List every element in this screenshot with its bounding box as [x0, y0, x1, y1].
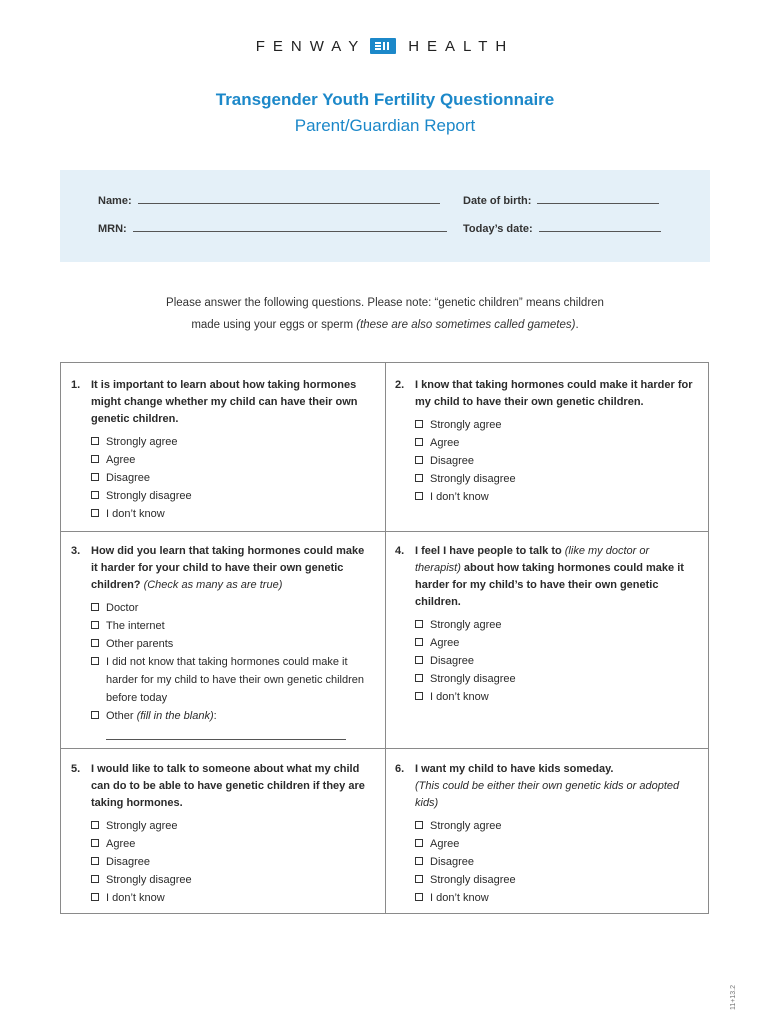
- question-5: [71, 761, 371, 907]
- question-note: (like my doctor or therapist): [415, 545, 650, 574]
- grid-divider-row-1: [61, 531, 708, 532]
- answer-option[interactable]: [91, 653, 371, 707]
- option-label: Agree: [430, 838, 460, 850]
- answer-option[interactable]: [91, 433, 371, 451]
- option-label: Strongly disagree: [430, 874, 516, 886]
- answer-option[interactable]: [415, 634, 695, 652]
- answer-option[interactable]: [415, 470, 695, 488]
- checkbox-icon[interactable]: [91, 437, 99, 445]
- question-1: [71, 377, 371, 523]
- option-label: Strongly agree: [430, 419, 502, 431]
- checkbox-icon[interactable]: [415, 638, 423, 646]
- mrn-field[interactable]: [98, 222, 447, 235]
- checkbox-icon[interactable]: [91, 839, 99, 847]
- question-4: [395, 543, 695, 706]
- instructions-period: .: [575, 319, 579, 331]
- answer-option[interactable]: [415, 670, 695, 688]
- answer-option[interactable]: [415, 652, 695, 670]
- question-number: 4.: [395, 545, 405, 557]
- answer-option[interactable]: [415, 416, 695, 434]
- fenway-logo-icon: [370, 38, 396, 54]
- question-note: (Check as many as are true): [143, 579, 283, 591]
- answer-option[interactable]: [415, 688, 695, 706]
- checkbox-icon[interactable]: [91, 711, 99, 719]
- instructions-line-2: [0, 314, 770, 336]
- question-number: 6.: [395, 763, 405, 775]
- answer-option[interactable]: [415, 871, 695, 889]
- today-date-field[interactable]: [463, 222, 661, 235]
- checkbox-icon[interactable]: [415, 857, 423, 865]
- checkbox-icon[interactable]: [415, 821, 423, 829]
- option-label: Strongly agree: [430, 820, 502, 832]
- logo-word-fenway: FENWAY: [255, 37, 367, 55]
- question-note: (This could be either their own genetic kids or adopted kids): [415, 780, 680, 809]
- question-text: [71, 377, 371, 428]
- answer-option[interactable]: [415, 434, 695, 452]
- checkbox-icon[interactable]: [415, 420, 423, 428]
- grid-divider-row-2: [61, 748, 708, 749]
- option-label: Disagree: [430, 856, 475, 868]
- option-label: Strongly agree: [430, 619, 502, 631]
- name-label: Name:: [98, 195, 132, 207]
- option-label: I don’t know: [430, 892, 489, 904]
- answer-option[interactable]: [91, 469, 371, 487]
- answer-option[interactable]: [415, 853, 695, 871]
- question-prompt: It is important to learn about how taking hormones might change whether my child can have their own genetic children.: [91, 379, 358, 425]
- question-prompt: I know that taking hormones could make it harder for my child to have their own genetic children.: [415, 379, 693, 408]
- option-colon: :: [213, 710, 217, 722]
- option-label: Doctor: [106, 602, 139, 614]
- checkbox-icon[interactable]: [91, 491, 99, 499]
- option-label: I did not know that taking hormones could make it harder for my child to have their own genetic children before today: [106, 656, 365, 704]
- checkbox-icon[interactable]: [415, 674, 423, 682]
- answer-options: [415, 817, 695, 907]
- question-prompt: How did you learn that taking hormones could make it harder for your child to have their own genetic children?: [91, 545, 365, 591]
- page-subtitle: Parent/Guardian Report: [294, 116, 476, 135]
- answer-option[interactable]: [91, 871, 371, 889]
- option-label: Other: [106, 710, 137, 722]
- question-prompt: I want my child to have kids someday.: [415, 763, 614, 775]
- page-title: Transgender Youth Fertility Questionnaire: [215, 90, 555, 109]
- option-label: Disagree: [106, 856, 151, 868]
- question-3: [71, 543, 371, 740]
- answer-option[interactable]: [91, 451, 371, 469]
- checkbox-icon[interactable]: [91, 621, 99, 629]
- option-label: I don’t know: [106, 892, 165, 904]
- answer-option[interactable]: [91, 835, 371, 853]
- answer-option[interactable]: [91, 853, 371, 871]
- checkbox-icon[interactable]: [415, 620, 423, 628]
- answer-options: [91, 433, 371, 523]
- option-label: Agree: [106, 838, 136, 850]
- question-prompt: I feel I have people to talk to: [415, 545, 565, 557]
- checkbox-icon[interactable]: [415, 656, 423, 664]
- checkbox-icon[interactable]: [91, 893, 99, 901]
- instructions-line-1: Please answer the following questions. Please note: “genetic children” means children: [166, 297, 604, 309]
- option-label: Strongly disagree: [106, 490, 192, 502]
- answer-option[interactable]: [91, 599, 371, 617]
- checkbox-icon[interactable]: [91, 509, 99, 517]
- name-blank[interactable]: [138, 194, 440, 204]
- dob-blank[interactable]: [537, 194, 659, 204]
- answer-option[interactable]: [91, 889, 371, 907]
- option-label: I don’t know: [430, 691, 489, 703]
- answer-options: [415, 616, 695, 706]
- checkbox-icon[interactable]: [415, 839, 423, 847]
- answer-option[interactable]: [91, 617, 371, 635]
- question-2: [395, 377, 695, 506]
- checkbox-icon[interactable]: [415, 692, 423, 700]
- question-text: [71, 761, 371, 812]
- question-text: [71, 543, 371, 594]
- answer-option[interactable]: [91, 505, 371, 523]
- checkbox-icon[interactable]: [91, 603, 99, 611]
- option-label: I don’t know: [430, 491, 489, 503]
- mrn-label: MRN:: [98, 223, 127, 235]
- option-label: Strongly disagree: [430, 473, 516, 485]
- checkbox-icon[interactable]: [415, 438, 423, 446]
- answer-option[interactable]: [91, 817, 371, 835]
- answer-option[interactable]: [415, 452, 695, 470]
- form-code: 11+13.2: [730, 985, 737, 1010]
- patient-info-box: [60, 170, 710, 262]
- option-label: The internet: [106, 620, 165, 632]
- option-label: Disagree: [106, 472, 151, 484]
- question-number: 5.: [71, 763, 81, 775]
- answer-option[interactable]: [415, 616, 695, 634]
- checkbox-icon[interactable]: [91, 657, 99, 665]
- option-label: Disagree: [430, 455, 475, 467]
- answer-options: [91, 599, 371, 740]
- answer-option[interactable]: [415, 835, 695, 853]
- answer-option[interactable]: [415, 488, 695, 506]
- instructions: [0, 292, 770, 336]
- checkbox-icon[interactable]: [91, 455, 99, 463]
- answer-option[interactable]: [415, 889, 695, 907]
- checkbox-icon[interactable]: [91, 857, 99, 865]
- question-prompt: I would like to talk to someone about what my child can do to be able to have genetic children if they are taking hormones.: [91, 763, 365, 809]
- checkbox-icon[interactable]: [91, 821, 99, 829]
- checkbox-icon[interactable]: [415, 875, 423, 883]
- today-date-label: Today’s date:: [463, 223, 533, 235]
- option-label: Disagree: [430, 655, 475, 667]
- answer-options: [415, 416, 695, 506]
- fenway-health-logo: [0, 36, 770, 56]
- option-label: I don’t know: [106, 508, 165, 520]
- question-number: 2.: [395, 379, 405, 391]
- question-text: [395, 543, 695, 611]
- option-label: Strongly agree: [106, 436, 178, 448]
- checkbox-icon[interactable]: [91, 875, 99, 883]
- question-text: [395, 761, 695, 812]
- checkbox-icon[interactable]: [91, 639, 99, 647]
- dob-label: Date of birth:: [463, 195, 532, 207]
- question-prompt-continued: about how taking hormones could make it harder for my child’s to have their own genetic children.: [415, 562, 684, 608]
- instructions-text: made using your eggs or sperm: [191, 319, 357, 331]
- option-hint: (fill in the blank): [136, 710, 214, 722]
- logo-word-health: HEALTH: [408, 37, 515, 55]
- name-field[interactable]: [98, 194, 440, 207]
- instructions-italic-note: (these are also sometimes called gametes): [356, 319, 576, 331]
- option-label: Strongly disagree: [106, 874, 192, 886]
- dob-field[interactable]: [463, 194, 659, 207]
- question-number: 1.: [71, 379, 81, 391]
- answer-option[interactable]: [91, 487, 371, 505]
- mrn-blank[interactable]: [133, 222, 447, 232]
- option-label: Agree: [106, 454, 136, 466]
- option-label: Other parents: [106, 638, 174, 650]
- checkbox-icon[interactable]: [415, 492, 423, 500]
- checkbox-icon[interactable]: [415, 893, 423, 901]
- option-label: Strongly disagree: [430, 673, 516, 685]
- question-6: [395, 761, 695, 907]
- answer-option[interactable]: [415, 817, 695, 835]
- option-label: Strongly agree: [106, 820, 178, 832]
- question-text: [395, 377, 695, 411]
- option-label: Agree: [430, 437, 460, 449]
- checkbox-icon[interactable]: [415, 474, 423, 482]
- question-number: 3.: [71, 545, 81, 557]
- questions-grid: [60, 362, 709, 914]
- today-date-blank[interactable]: [539, 222, 661, 232]
- answer-option[interactable]: [91, 635, 371, 653]
- answer-options: [91, 817, 371, 907]
- answer-option-other[interactable]: [91, 707, 371, 740]
- checkbox-icon[interactable]: [415, 456, 423, 464]
- other-fill-in-blank[interactable]: [106, 727, 346, 740]
- grid-divider-vertical: [385, 363, 386, 913]
- checkbox-icon[interactable]: [91, 473, 99, 481]
- option-label: Agree: [430, 637, 460, 649]
